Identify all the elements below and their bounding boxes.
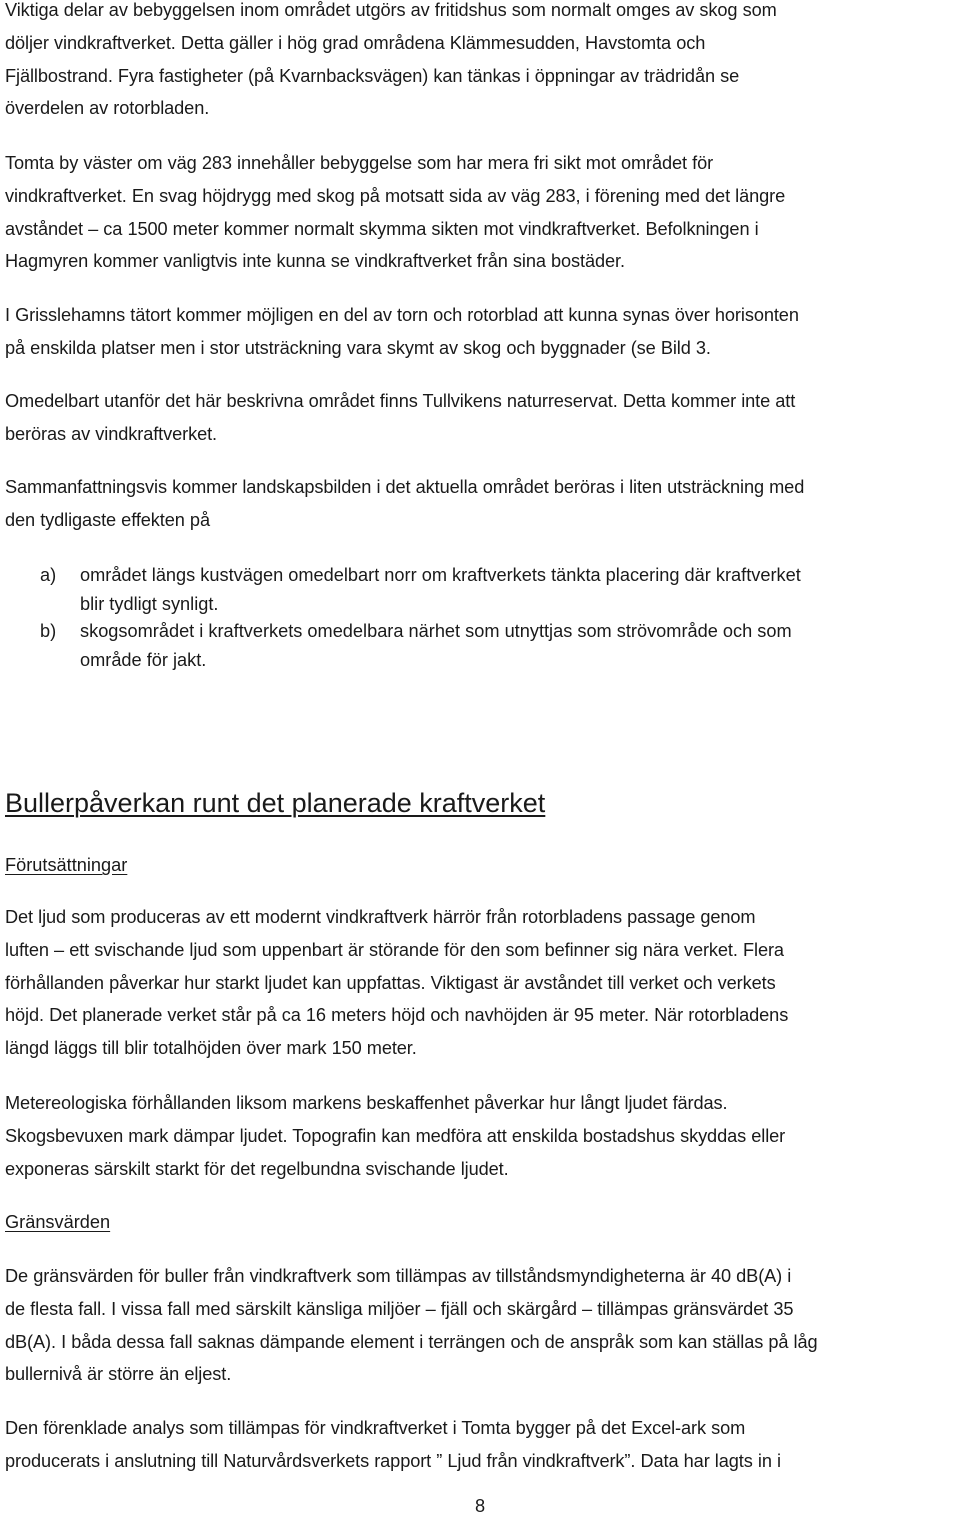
paragraph-sammanfattning <box>5 471 955 537</box>
text-line: beröras av vindkraftverket. <box>5 423 217 444</box>
text-line: överdelen av rotorbladen. <box>5 98 210 119</box>
text-line: område för jakt. <box>80 649 207 670</box>
text-line: bullernivå är större än eljest. <box>5 1364 232 1385</box>
text-line: förhållanden påverkar hur starkt ljudet kan uppfattas. Viktigast är avståndet till verket och verkets <box>5 972 776 993</box>
text-line: Omedelbart utanför det här beskrivna området finns Tullvikens naturreservat. Detta kommer inte att <box>5 391 796 411</box>
paragraph-tomta-by <box>5 147 955 278</box>
paragraph-analys <box>5 1412 955 1478</box>
section-heading: Bullerpåverkan runt det planerade kraftverket <box>5 788 546 818</box>
text-line: De gränsvärden för buller från vindkraftverk som tillämpas av tillståndsmyndigheterna är 40 dB(A) i <box>5 1266 792 1286</box>
paragraph-ljud <box>5 901 955 1065</box>
text-line: vindkraftverket. En svag höjdrygg med skog på motsatt sida av väg 283, i förening med det längre <box>5 185 786 206</box>
list-marker: a) <box>40 565 57 585</box>
text-line: Det ljud som produceras av ett modernt vindkraftverk härrör från rotorbladens passage genom <box>5 907 756 927</box>
text-line: den tydligaste effekten på <box>5 509 210 530</box>
text-line: Sammanfattningsvis kommer landskapsbilden i det aktuella området beröras i liten utsträckning med <box>5 477 805 497</box>
subheading-forutsattningar: Förutsättningar <box>5 855 128 875</box>
paragraph-tullviken <box>5 385 955 451</box>
text-line: Hagmyren kommer vanligtvis inte kunna se vindkraftverket från sina bostäder. <box>5 251 625 272</box>
page-number: 8 <box>474 1496 486 1516</box>
paragraph-grisslehamn <box>5 299 955 365</box>
text-line: dB(A). I båda dessa fall saknas dämpande element i terrängen och de anspråk som kan ställas på låg <box>5 1331 818 1352</box>
text-line: skogsområdet i kraftverkets omedelbara närhet som utnyttjas som strövområde och som <box>80 621 792 641</box>
text-line: området längs kustvägen omedelbart norr om kraftverkets tänkta placering där kraftverket <box>80 565 801 585</box>
text-line: Metereologiska förhållanden liksom markens beskaffenhet påverkar hur långt ljudet färdas. <box>5 1093 728 1113</box>
text-line: Den förenklade analys som tillämpas för vindkraftverket i Tomta bygger på det Excel-ark som <box>5 1418 746 1438</box>
paragraph-meteorologi <box>5 1087 955 1185</box>
paragraph-gransvarden <box>5 1260 955 1391</box>
text-line: döljer vindkraftverket. Detta gäller i hög grad områdena Klämmesudden, Havstomta och <box>5 32 706 53</box>
text-line: exponeras särskilt starkt för det regelbundna svischande ljudet. <box>5 1158 509 1179</box>
text-line: på enskilda platser men i stor utsträckning vara skymt av skog och byggnader (se Bild 3. <box>5 337 711 358</box>
paragraph-bebyggelse <box>5 0 955 125</box>
list-item-text <box>80 561 801 618</box>
text-line: blir tydligt synligt. <box>80 593 219 614</box>
text-line: producerats i anslutning till Naturvårdsverkets rapport ” Ljud från vindkraftverk”. Data har lagts in i <box>5 1450 781 1471</box>
text-line: Viktiga delar av bebyggelsen inom området utgörs av fritidshus som normalt omges av skog som <box>5 0 777 20</box>
text-line: Fjällbostrand. Fyra fastigheter (på Kvarnbacksvägen) kan tänkas i öppningar av trädridån se <box>5 65 740 86</box>
list-item-text <box>80 617 792 674</box>
text-line: de flesta fall. I vissa fall med särskilt känsliga miljöer – fjäll och skärgård – tillämpas gränsvärdet 35 <box>5 1298 794 1319</box>
text-line: I Grisslehamns tätort kommer möjligen en del av torn och rotorblad att kunna synas över horisonten <box>5 305 799 325</box>
text-line: höjd. Det planerade verket står på ca 16 meters höjd och navhöjden är 95 meter. När rotorbladens <box>5 1005 789 1026</box>
text-line: avståndet – ca 1500 meter kommer normalt skymma sikten mot vindkraftverket. Befolkningen i <box>5 218 759 239</box>
list-marker: b) <box>40 621 57 641</box>
text-line: längd läggs till blir totalhöjden över mark 150 meter. <box>5 1038 417 1059</box>
text-line: luften – ett svischande ljud som uppenbart är störande för den som befinner sig nära verket. Flera <box>5 939 784 960</box>
text-line: Tomta by väster om väg 283 innehåller bebyggelse som har mera fri sikt mot området för <box>5 153 714 173</box>
text-line: Skogsbevuxen mark dämpar ljudet. Topografin kan medföra att enskilda bostadshus skyddas eller <box>5 1125 786 1146</box>
subheading-gransvarden: Gränsvärden <box>5 1212 111 1232</box>
